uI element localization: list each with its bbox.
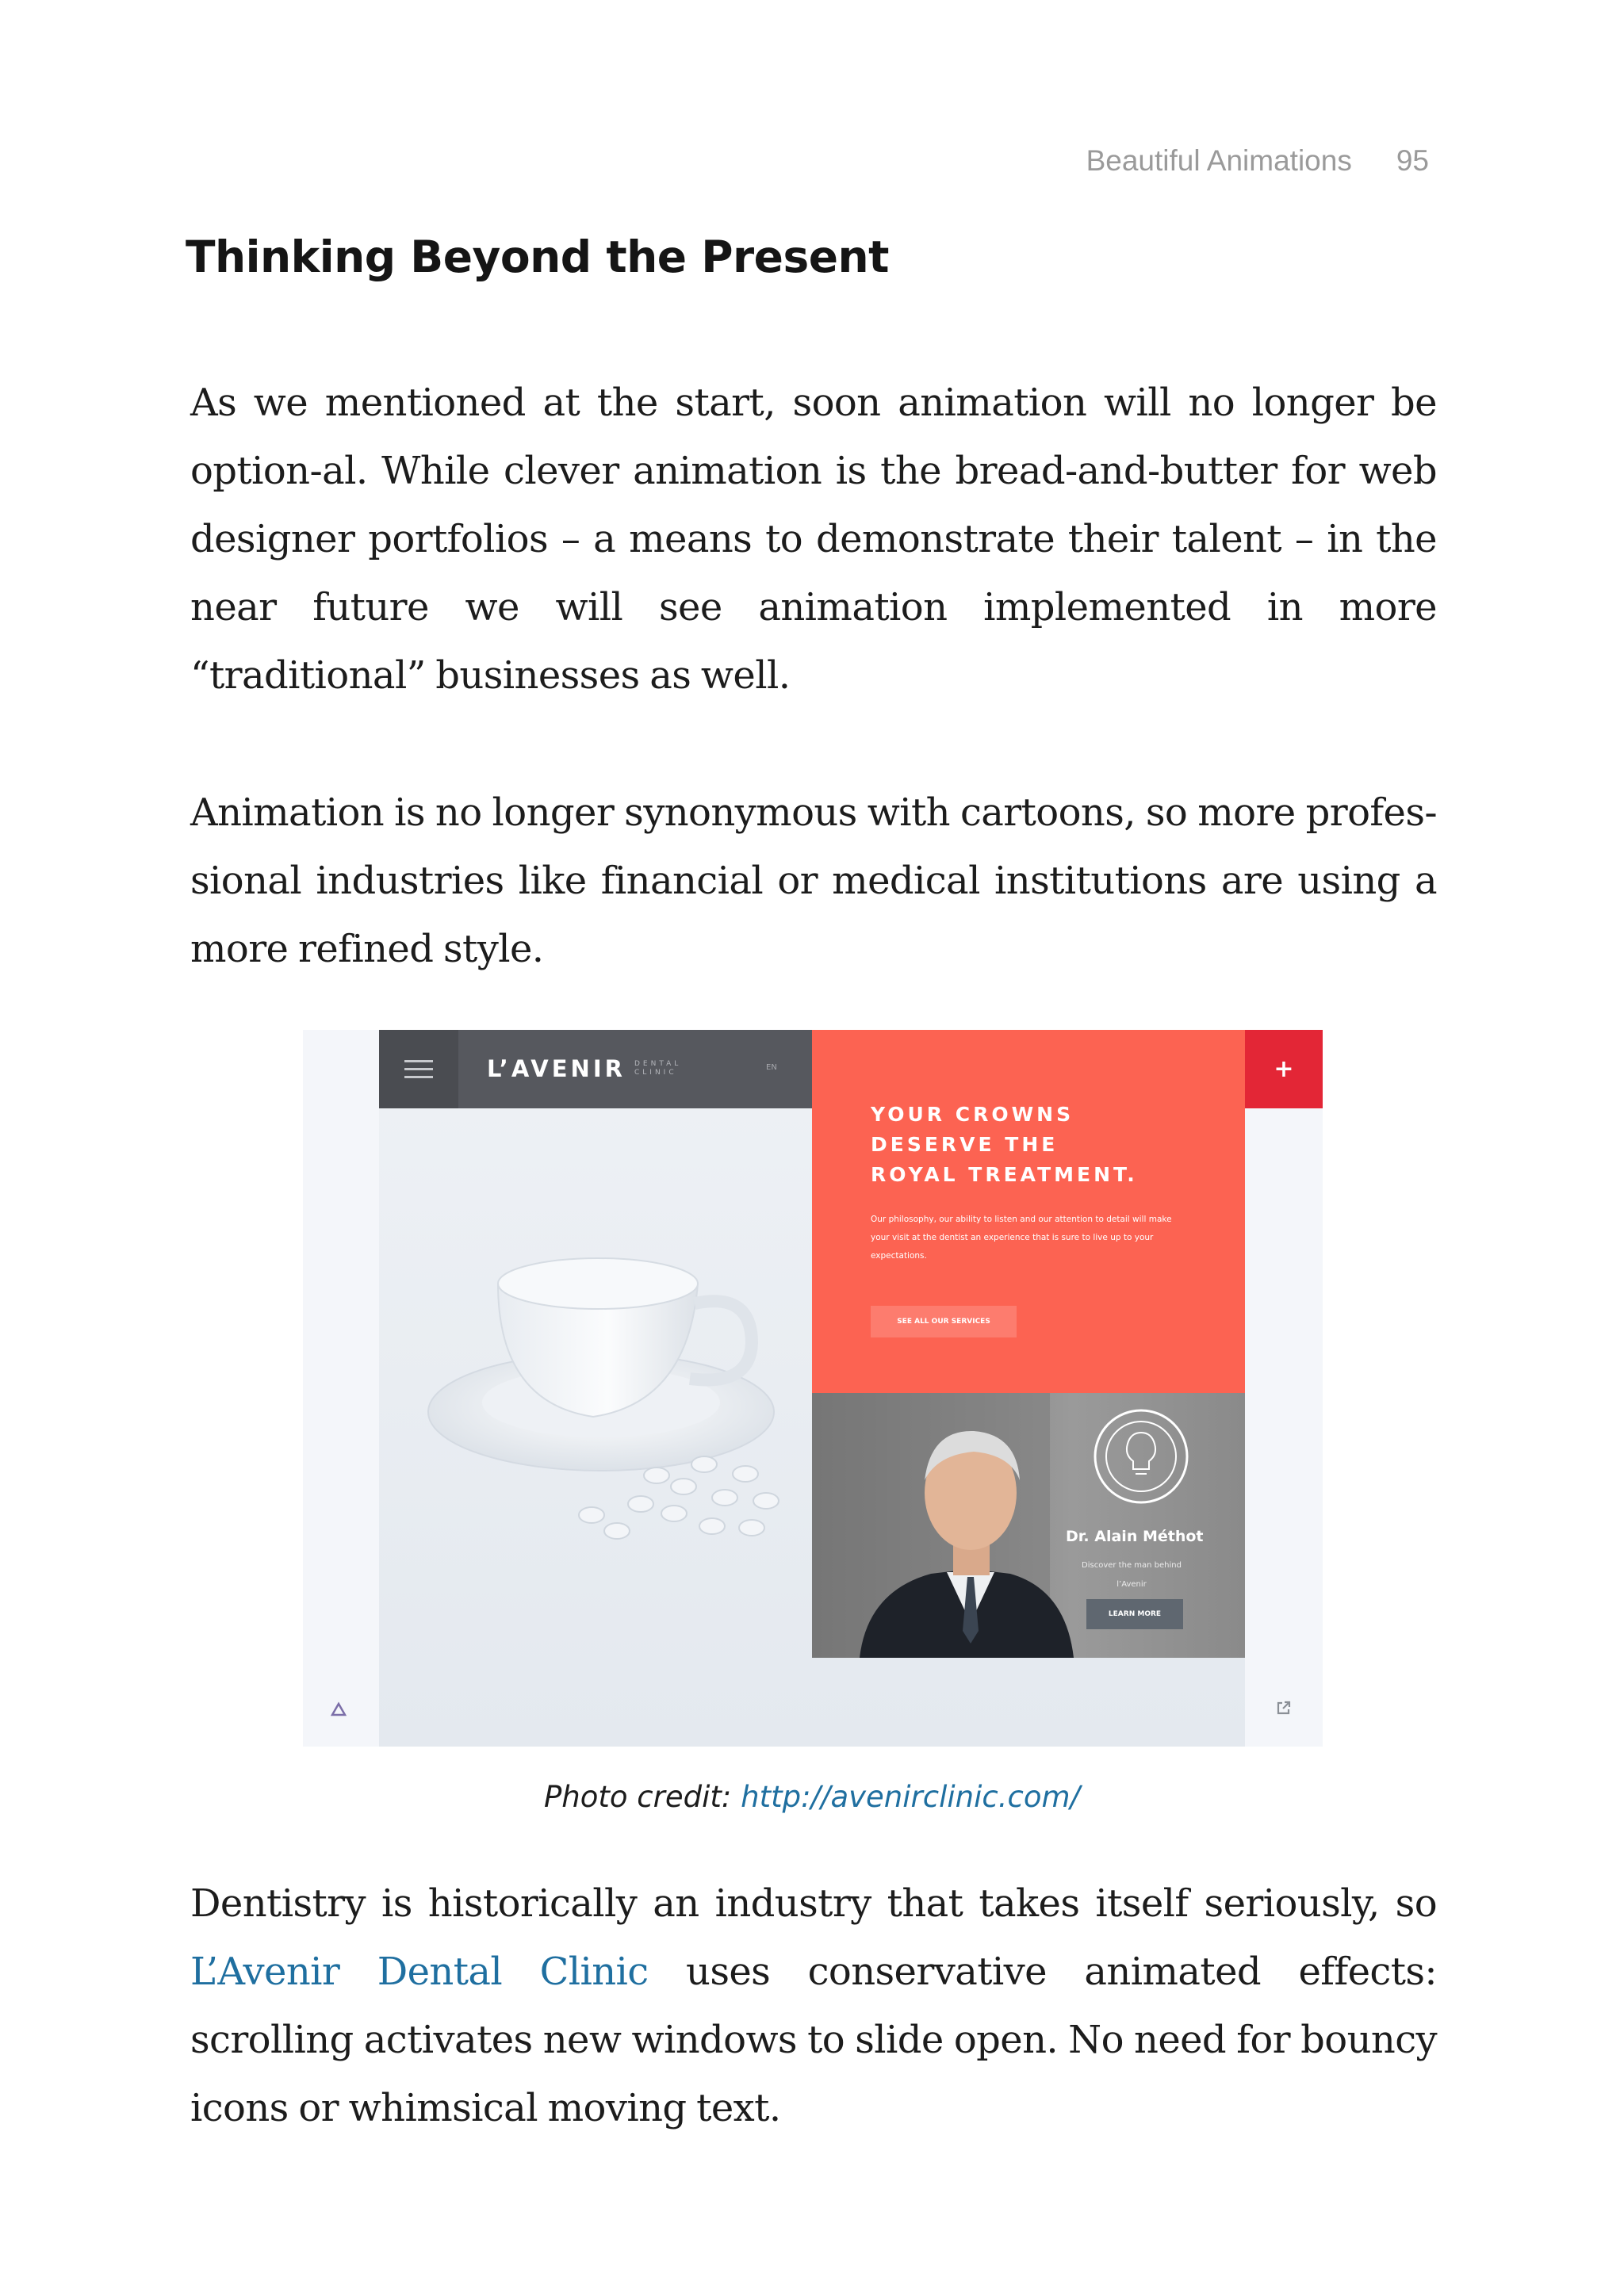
caption-label: Photo credit: [544,1780,741,1814]
site-navbar [379,1030,812,1108]
learn-more-button[interactable]: LEARN MORE [1086,1599,1183,1629]
external-link-icon[interactable] [1275,1699,1293,1716]
paragraph-1: As we mentioned at the start, soon animation will no longer be option-al. While clever animation is the bread-and-butter for web designer portfolios – a means to demonstrate their talent – in the near future we will see animation implemented in more “traditional” businesses as well. [190,381,1437,698]
caption-url-link[interactable]: http://avenirclinic.com/ [741,1780,1080,1814]
lavenir-clinic-link[interactable]: L’Avenir Dental Clinic [190,1950,649,1994]
section-title: Thinking Beyond the Present [186,232,889,282]
running-header [1086,144,1429,178]
menu-button[interactable] [379,1030,458,1108]
site-logo-subtitle: DENTAL CLINIC [634,1060,682,1077]
promo-headline [871,1100,1138,1190]
paragraph-3 [190,1869,1437,2142]
doctor-name: Dr. Alain Méthot [1066,1528,1204,1545]
hamburger-icon [404,1058,433,1081]
language-switch[interactable]: EN [766,1063,777,1072]
promo-panel [812,1030,1245,1393]
doctor-panel [812,1393,1245,1658]
paragraph-3-text-end: uses conservative animated effects: scrolling activates new windows to slide open. No need for bouncy icons or whimsical moving text. [190,1950,1437,2130]
promo-body: Our philosophy, our ability to listen and our attention to detail will make your visit at the dentist an experience that is sure to live up to your expectations. [871,1215,1172,1261]
chapter-title: Beautiful Animations [1086,144,1352,177]
headline-line: DESERVE THE [871,1133,1059,1156]
website-screenshot-figure [303,1030,1323,1747]
doctor-tagline: Discover the man behind l’Avenir [1082,1561,1182,1589]
page-number: 95 [1396,144,1429,177]
figure-caption [0,1780,1624,1814]
triangle-up-icon[interactable] [330,1701,347,1718]
plus-button[interactable]: + [1245,1030,1323,1108]
headline-line: YOUR CROWNS [871,1103,1074,1126]
site-logo[interactable]: L’AVENIR [487,1055,626,1082]
paragraph-2: Animation is no longer synonymous with cartoons, so more profes-sional industries like financial or medical institutions are using a more refined style. [190,790,1437,971]
paragraph-3-text-start: Dentistry is historically an industry that takes itself seriously, so [190,1881,1437,1926]
see-services-button[interactable]: SEE ALL OUR SERVICES [871,1306,1017,1337]
headline-line: ROYAL TREATMENT. [871,1163,1138,1186]
